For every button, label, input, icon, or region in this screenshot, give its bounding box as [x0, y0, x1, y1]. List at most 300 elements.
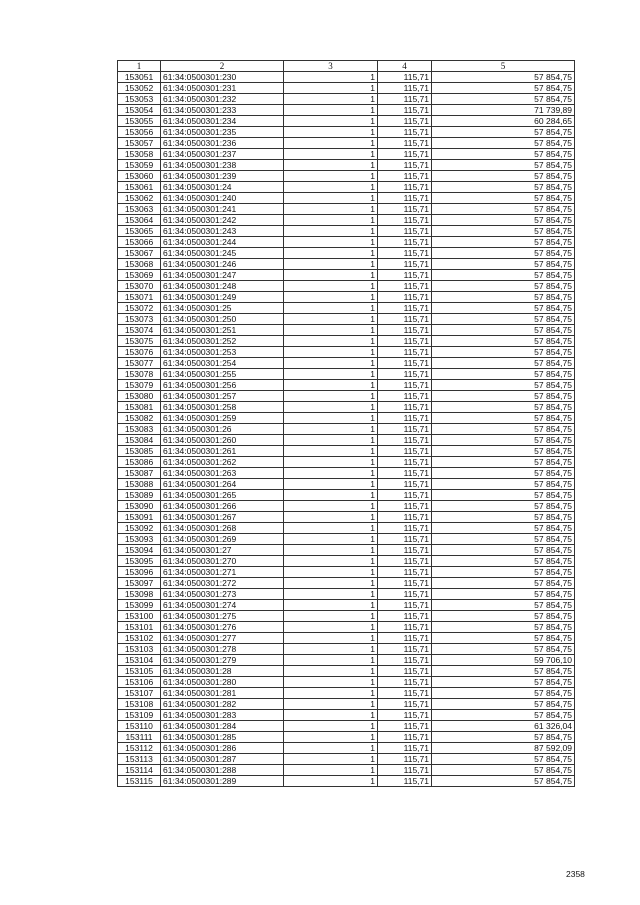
quantity-cell: 1 — [284, 479, 378, 490]
table-row — [118, 204, 575, 215]
area-cell: 115,71 — [378, 303, 432, 314]
row-number-cell: 153057 — [118, 138, 161, 149]
quantity-cell: 1 — [284, 358, 378, 369]
value-cell: 57 854,75 — [432, 413, 575, 424]
table-row — [118, 380, 575, 391]
value-cell: 61 326,04 — [432, 721, 575, 732]
quantity-cell: 1 — [284, 424, 378, 435]
cadastral-number-cell: 61:34:0500301:254 — [161, 358, 284, 369]
cadastral-number-cell: 61:34:0500301:256 — [161, 380, 284, 391]
value-cell: 57 854,75 — [432, 237, 575, 248]
area-cell: 115,71 — [378, 336, 432, 347]
cadastral-number-cell: 61:34:0500301:260 — [161, 435, 284, 446]
quantity-cell: 1 — [284, 292, 378, 303]
cadastral-number-cell: 61:34:0500301:251 — [161, 325, 284, 336]
row-number-cell: 153087 — [118, 468, 161, 479]
row-number-cell: 153082 — [118, 413, 161, 424]
column-header: 3 — [284, 61, 378, 72]
area-cell: 115,71 — [378, 160, 432, 171]
table-row — [118, 622, 575, 633]
row-number-cell: 153092 — [118, 523, 161, 534]
table-row — [118, 479, 575, 490]
quantity-cell: 1 — [284, 248, 378, 259]
table-row — [118, 688, 575, 699]
quantity-cell: 1 — [284, 369, 378, 380]
area-cell: 115,71 — [378, 391, 432, 402]
area-cell: 115,71 — [378, 149, 432, 160]
area-cell: 115,71 — [378, 523, 432, 534]
cadastral-number-cell: 61:34:0500301:26 — [161, 424, 284, 435]
area-cell: 115,71 — [378, 358, 432, 369]
quantity-cell: 1 — [284, 501, 378, 512]
quantity-cell: 1 — [284, 589, 378, 600]
area-cell: 115,71 — [378, 589, 432, 600]
area-cell: 115,71 — [378, 270, 432, 281]
table-row — [118, 248, 575, 259]
cadastral-number-cell: 61:34:0500301:258 — [161, 402, 284, 413]
quantity-cell: 1 — [284, 325, 378, 336]
value-cell: 57 854,75 — [432, 567, 575, 578]
value-cell: 57 854,75 — [432, 138, 575, 149]
cadastral-number-cell: 61:34:0500301:278 — [161, 644, 284, 655]
cadastral-number-cell: 61:34:0500301:264 — [161, 479, 284, 490]
cadastral-number-cell: 61:34:0500301:272 — [161, 578, 284, 589]
cadastral-number-cell: 61:34:0500301:232 — [161, 94, 284, 105]
row-number-cell: 153098 — [118, 589, 161, 600]
area-cell: 115,71 — [378, 754, 432, 765]
table-row — [118, 193, 575, 204]
area-cell: 115,71 — [378, 655, 432, 666]
value-cell: 57 854,75 — [432, 380, 575, 391]
row-number-cell: 153055 — [118, 116, 161, 127]
table-row — [118, 545, 575, 556]
row-number-cell: 153056 — [118, 127, 161, 138]
row-number-cell: 153078 — [118, 369, 161, 380]
row-number-cell: 153089 — [118, 490, 161, 501]
quantity-cell: 1 — [284, 226, 378, 237]
value-cell: 57 854,75 — [432, 325, 575, 336]
table-row — [118, 666, 575, 677]
row-number-cell: 153094 — [118, 545, 161, 556]
value-cell: 57 854,75 — [432, 710, 575, 721]
area-cell: 115,71 — [378, 237, 432, 248]
area-cell: 115,71 — [378, 765, 432, 776]
row-number-cell: 153063 — [118, 204, 161, 215]
area-cell: 115,71 — [378, 424, 432, 435]
area-cell: 115,71 — [378, 479, 432, 490]
table-row — [118, 468, 575, 479]
table-row — [118, 413, 575, 424]
value-cell: 57 854,75 — [432, 94, 575, 105]
value-cell: 57 854,75 — [432, 193, 575, 204]
value-cell: 87 592,09 — [432, 743, 575, 754]
row-number-cell: 153061 — [118, 182, 161, 193]
row-number-cell: 153074 — [118, 325, 161, 336]
value-cell: 57 854,75 — [432, 534, 575, 545]
quantity-cell: 1 — [284, 644, 378, 655]
row-number-cell: 153071 — [118, 292, 161, 303]
row-number-cell: 153051 — [118, 72, 161, 83]
quantity-cell: 1 — [284, 138, 378, 149]
area-cell: 115,71 — [378, 545, 432, 556]
value-cell: 57 854,75 — [432, 259, 575, 270]
quantity-cell: 1 — [284, 534, 378, 545]
cadastral-number-cell: 61:34:0500301:247 — [161, 270, 284, 281]
area-cell: 115,71 — [378, 215, 432, 226]
table-row — [118, 116, 575, 127]
cadastral-number-cell: 61:34:0500301:268 — [161, 523, 284, 534]
row-number-cell: 153105 — [118, 666, 161, 677]
area-cell: 115,71 — [378, 182, 432, 193]
cadastral-number-cell: 61:34:0500301:253 — [161, 347, 284, 358]
cadastral-number-cell: 61:34:0500301:284 — [161, 721, 284, 732]
cadastral-number-cell: 61:34:0500301:262 — [161, 457, 284, 468]
quantity-cell: 1 — [284, 204, 378, 215]
table-row — [118, 534, 575, 545]
row-number-cell: 153075 — [118, 336, 161, 347]
row-number-cell: 153083 — [118, 424, 161, 435]
cadastral-number-cell: 61:34:0500301:239 — [161, 171, 284, 182]
row-number-cell: 153067 — [118, 248, 161, 259]
row-number-cell: 153100 — [118, 611, 161, 622]
quantity-cell: 1 — [284, 545, 378, 556]
table-row — [118, 270, 575, 281]
area-cell: 115,71 — [378, 116, 432, 127]
area-cell: 115,71 — [378, 94, 432, 105]
cadastral-number-cell: 61:34:0500301:248 — [161, 281, 284, 292]
value-cell: 57 854,75 — [432, 369, 575, 380]
table-row — [118, 490, 575, 501]
area-cell: 115,71 — [378, 259, 432, 270]
row-number-cell: 153054 — [118, 105, 161, 116]
quantity-cell: 1 — [284, 578, 378, 589]
table-row — [118, 94, 575, 105]
cadastral-number-cell: 61:34:0500301:246 — [161, 259, 284, 270]
area-cell: 115,71 — [378, 710, 432, 721]
header-row — [118, 61, 575, 72]
row-number-cell: 153084 — [118, 435, 161, 446]
cadastral-number-cell: 61:34:0500301:283 — [161, 710, 284, 721]
value-cell: 57 854,75 — [432, 270, 575, 281]
value-cell: 57 854,75 — [432, 226, 575, 237]
quantity-cell: 1 — [284, 435, 378, 446]
area-cell: 115,71 — [378, 633, 432, 644]
area-cell: 115,71 — [378, 776, 432, 787]
table-row — [118, 644, 575, 655]
value-cell: 57 854,75 — [432, 589, 575, 600]
table-body — [118, 72, 575, 787]
area-cell: 115,71 — [378, 688, 432, 699]
table-row — [118, 105, 575, 116]
quantity-cell: 1 — [284, 149, 378, 160]
table-row — [118, 325, 575, 336]
row-number-cell: 153069 — [118, 270, 161, 281]
register-table — [117, 60, 575, 787]
value-cell: 57 854,75 — [432, 424, 575, 435]
value-cell: 57 854,75 — [432, 204, 575, 215]
value-cell: 57 854,75 — [432, 402, 575, 413]
quantity-cell: 1 — [284, 380, 378, 391]
value-cell: 57 854,75 — [432, 578, 575, 589]
row-number-cell: 153060 — [118, 171, 161, 182]
table-row — [118, 424, 575, 435]
cadastral-number-cell: 61:34:0500301:273 — [161, 589, 284, 600]
area-cell: 115,71 — [378, 732, 432, 743]
row-number-cell: 153062 — [118, 193, 161, 204]
row-number-cell: 153053 — [118, 94, 161, 105]
quantity-cell: 1 — [284, 270, 378, 281]
row-number-cell: 153070 — [118, 281, 161, 292]
area-cell: 115,71 — [378, 567, 432, 578]
area-cell: 115,71 — [378, 501, 432, 512]
area-cell: 115,71 — [378, 281, 432, 292]
area-cell: 115,71 — [378, 534, 432, 545]
table-row — [118, 336, 575, 347]
quantity-cell: 1 — [284, 468, 378, 479]
table-row — [118, 765, 575, 776]
cadastral-number-cell: 61:34:0500301:27 — [161, 545, 284, 556]
table-row — [118, 237, 575, 248]
quantity-cell: 1 — [284, 754, 378, 765]
table-row — [118, 127, 575, 138]
cadastral-number-cell: 61:34:0500301:25 — [161, 303, 284, 314]
row-number-cell: 153101 — [118, 622, 161, 633]
value-cell: 57 854,75 — [432, 292, 575, 303]
row-number-cell: 153109 — [118, 710, 161, 721]
table-row — [118, 743, 575, 754]
quantity-cell: 1 — [284, 611, 378, 622]
row-number-cell: 153077 — [118, 358, 161, 369]
column-header: 4 — [378, 61, 432, 72]
table-row — [118, 182, 575, 193]
quantity-cell: 1 — [284, 567, 378, 578]
area-cell: 115,71 — [378, 435, 432, 446]
row-number-cell: 153090 — [118, 501, 161, 512]
quantity-cell: 1 — [284, 765, 378, 776]
cadastral-number-cell: 61:34:0500301:282 — [161, 699, 284, 710]
value-cell: 71 739,89 — [432, 105, 575, 116]
table-row — [118, 600, 575, 611]
cadastral-number-cell: 61:34:0500301:259 — [161, 413, 284, 424]
cadastral-number-cell: 61:34:0500301:270 — [161, 556, 284, 567]
area-cell: 115,71 — [378, 446, 432, 457]
area-cell: 115,71 — [378, 644, 432, 655]
quantity-cell: 1 — [284, 446, 378, 457]
row-number-cell: 153086 — [118, 457, 161, 468]
table-row — [118, 732, 575, 743]
quantity-cell: 1 — [284, 303, 378, 314]
quantity-cell: 1 — [284, 710, 378, 721]
cadastral-number-cell: 61:34:0500301:236 — [161, 138, 284, 149]
value-cell: 57 854,75 — [432, 83, 575, 94]
row-number-cell: 153080 — [118, 391, 161, 402]
quantity-cell: 1 — [284, 237, 378, 248]
area-cell: 115,71 — [378, 556, 432, 567]
value-cell: 57 854,75 — [432, 644, 575, 655]
quantity-cell: 1 — [284, 743, 378, 754]
quantity-cell: 1 — [284, 281, 378, 292]
row-number-cell: 153093 — [118, 534, 161, 545]
cadastral-number-cell: 61:34:0500301:238 — [161, 160, 284, 171]
table-row — [118, 149, 575, 160]
value-cell: 57 854,75 — [432, 666, 575, 677]
table-row — [118, 523, 575, 534]
value-cell: 57 854,75 — [432, 699, 575, 710]
area-cell: 115,71 — [378, 490, 432, 501]
cadastral-number-cell: 61:34:0500301:234 — [161, 116, 284, 127]
value-cell: 57 854,75 — [432, 468, 575, 479]
quantity-cell: 1 — [284, 94, 378, 105]
value-cell: 57 854,75 — [432, 160, 575, 171]
cadastral-number-cell: 61:34:0500301:281 — [161, 688, 284, 699]
value-cell: 59 706,10 — [432, 655, 575, 666]
cadastral-number-cell: 61:34:0500301:237 — [161, 149, 284, 160]
value-cell: 57 854,75 — [432, 523, 575, 534]
value-cell: 57 854,75 — [432, 171, 575, 182]
quantity-cell: 1 — [284, 699, 378, 710]
area-cell: 115,71 — [378, 600, 432, 611]
table-row — [118, 171, 575, 182]
row-number-cell: 153113 — [118, 754, 161, 765]
area-cell: 115,71 — [378, 468, 432, 479]
value-cell: 57 854,75 — [432, 314, 575, 325]
table-row — [118, 138, 575, 149]
quantity-cell: 1 — [284, 512, 378, 523]
area-cell: 115,71 — [378, 226, 432, 237]
row-number-cell: 153097 — [118, 578, 161, 589]
cadastral-number-cell: 61:34:0500301:257 — [161, 391, 284, 402]
value-cell: 57 854,75 — [432, 347, 575, 358]
quantity-cell: 1 — [284, 413, 378, 424]
cadastral-number-cell: 61:34:0500301:249 — [161, 292, 284, 303]
quantity-cell: 1 — [284, 193, 378, 204]
table-row — [118, 259, 575, 270]
cadastral-number-cell: 61:34:0500301:28 — [161, 666, 284, 677]
row-number-cell: 153111 — [118, 732, 161, 743]
area-cell: 115,71 — [378, 193, 432, 204]
area-cell: 115,71 — [378, 457, 432, 468]
value-cell: 57 854,75 — [432, 556, 575, 567]
table-row — [118, 160, 575, 171]
area-cell: 115,71 — [378, 72, 432, 83]
row-number-cell: 153103 — [118, 644, 161, 655]
cadastral-number-cell: 61:34:0500301:240 — [161, 193, 284, 204]
row-number-cell: 153104 — [118, 655, 161, 666]
table-row — [118, 501, 575, 512]
area-cell: 115,71 — [378, 83, 432, 94]
quantity-cell: 1 — [284, 160, 378, 171]
cadastral-number-cell: 61:34:0500301:271 — [161, 567, 284, 578]
area-cell: 115,71 — [378, 347, 432, 358]
table-row — [118, 347, 575, 358]
area-cell: 115,71 — [378, 699, 432, 710]
cadastral-number-cell: 61:34:0500301:230 — [161, 72, 284, 83]
row-number-cell: 153052 — [118, 83, 161, 94]
table-row — [118, 655, 575, 666]
row-number-cell: 153076 — [118, 347, 161, 358]
table-row — [118, 358, 575, 369]
cadastral-number-cell: 61:34:0500301:285 — [161, 732, 284, 743]
cadastral-number-cell: 61:34:0500301:241 — [161, 204, 284, 215]
value-cell: 57 854,75 — [432, 446, 575, 457]
table-row — [118, 512, 575, 523]
row-number-cell: 153081 — [118, 402, 161, 413]
quantity-cell: 1 — [284, 171, 378, 182]
area-cell: 115,71 — [378, 677, 432, 688]
value-cell: 57 854,75 — [432, 776, 575, 787]
value-cell: 57 854,75 — [432, 611, 575, 622]
value-cell: 57 854,75 — [432, 765, 575, 776]
value-cell: 57 854,75 — [432, 512, 575, 523]
value-cell: 57 854,75 — [432, 622, 575, 633]
area-cell: 115,71 — [378, 721, 432, 732]
cadastral-number-cell: 61:34:0500301:280 — [161, 677, 284, 688]
value-cell: 57 854,75 — [432, 281, 575, 292]
value-cell: 60 284,65 — [432, 116, 575, 127]
table-row — [118, 776, 575, 787]
area-cell: 115,71 — [378, 292, 432, 303]
table-row — [118, 677, 575, 688]
quantity-cell: 1 — [284, 347, 378, 358]
table-row — [118, 721, 575, 732]
quantity-cell: 1 — [284, 127, 378, 138]
value-cell: 57 854,75 — [432, 358, 575, 369]
area-cell: 115,71 — [378, 204, 432, 215]
cadastral-number-cell: 61:34:0500301:288 — [161, 765, 284, 776]
area-cell: 115,71 — [378, 666, 432, 677]
value-cell: 57 854,75 — [432, 215, 575, 226]
value-cell: 57 854,75 — [432, 336, 575, 347]
quantity-cell: 1 — [284, 677, 378, 688]
cadastral-number-cell: 61:34:0500301:276 — [161, 622, 284, 633]
quantity-cell: 1 — [284, 600, 378, 611]
cadastral-number-cell: 61:34:0500301:287 — [161, 754, 284, 765]
row-number-cell: 153088 — [118, 479, 161, 490]
cadastral-number-cell: 61:34:0500301:267 — [161, 512, 284, 523]
cadastral-number-cell: 61:34:0500301:289 — [161, 776, 284, 787]
value-cell: 57 854,75 — [432, 149, 575, 160]
quantity-cell: 1 — [284, 556, 378, 567]
table-row — [118, 457, 575, 468]
table-row — [118, 215, 575, 226]
column-header: 5 — [432, 61, 575, 72]
value-cell: 57 854,75 — [432, 633, 575, 644]
quantity-cell: 1 — [284, 523, 378, 534]
cadastral-number-cell: 61:34:0500301:243 — [161, 226, 284, 237]
cadastral-number-cell: 61:34:0500301:269 — [161, 534, 284, 545]
table-row — [118, 754, 575, 765]
row-number-cell: 153058 — [118, 149, 161, 160]
area-cell: 115,71 — [378, 611, 432, 622]
quantity-cell: 1 — [284, 776, 378, 787]
value-cell: 57 854,75 — [432, 600, 575, 611]
quantity-cell: 1 — [284, 633, 378, 644]
value-cell: 57 854,75 — [432, 732, 575, 743]
table-row — [118, 391, 575, 402]
row-number-cell: 153085 — [118, 446, 161, 457]
cadastral-number-cell: 61:34:0500301:244 — [161, 237, 284, 248]
cadastral-number-cell: 61:34:0500301:252 — [161, 336, 284, 347]
row-number-cell: 153114 — [118, 765, 161, 776]
cadastral-number-cell: 61:34:0500301:242 — [161, 215, 284, 226]
area-cell: 115,71 — [378, 402, 432, 413]
area-cell: 115,71 — [378, 127, 432, 138]
page-number: 2358 — [566, 869, 585, 879]
cadastral-number-cell: 61:34:0500301:263 — [161, 468, 284, 479]
row-number-cell: 153115 — [118, 776, 161, 787]
row-number-cell: 153108 — [118, 699, 161, 710]
cadastral-number-cell: 61:34:0500301:235 — [161, 127, 284, 138]
